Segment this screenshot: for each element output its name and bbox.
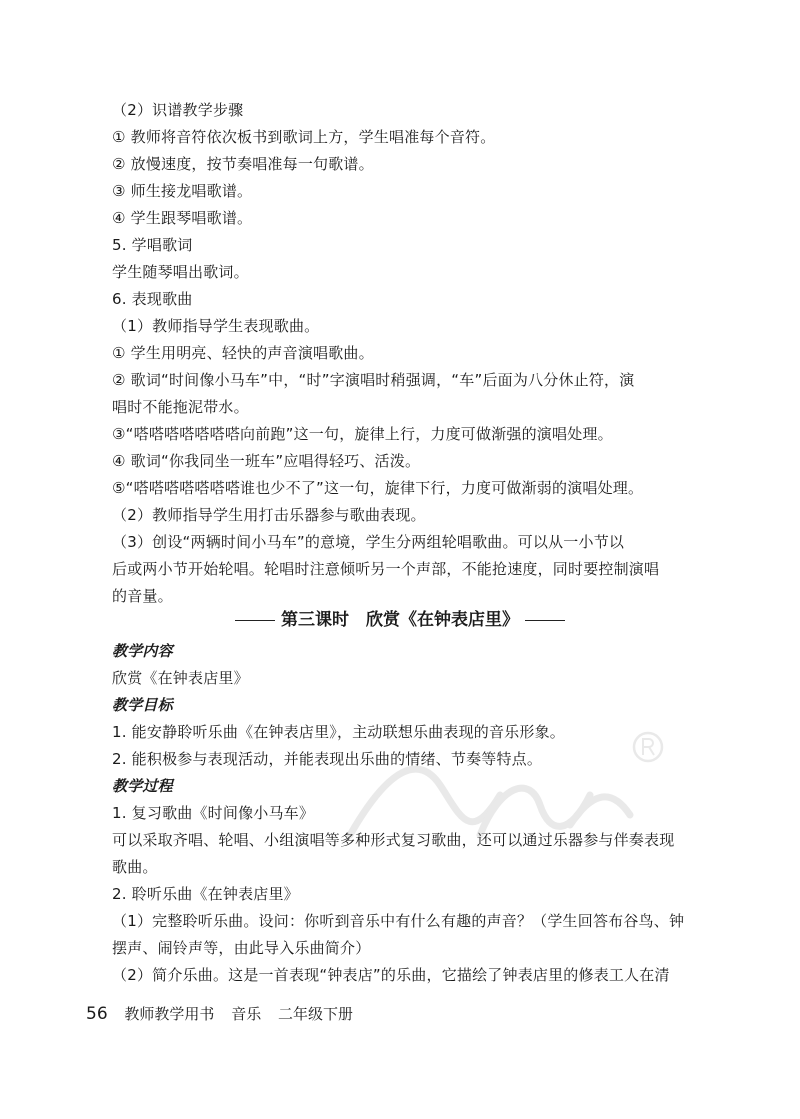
text-line: 摆声、闹铃声等，由此导入乐曲简介）	[112, 939, 371, 957]
text-line: （2）识谱教学步骤	[112, 101, 244, 119]
text-line: 2. 能积极参与表现活动，并能表现出乐曲的情绪、节奏等特点。	[112, 750, 543, 768]
text-line: 5. 学唱歌词	[112, 236, 193, 254]
page-footer	[86, 1003, 353, 1025]
text-line: 欣赏《在钟表店里》	[112, 669, 249, 687]
footer-book-title: 教师教学用书	[124, 1005, 215, 1023]
text-line: （1）完整聆听乐曲。设问：你听到音乐中有什么有趣的声音？（学生回答布谷鸟、钟	[112, 912, 685, 930]
heading-rule-right	[525, 620, 565, 621]
page-number: 56	[86, 1004, 108, 1024]
text-line: ① 教师将音符依次板书到歌词上方，学生唱准每个音符。	[112, 128, 496, 146]
section-heading	[0, 608, 800, 632]
text-line: 学生随琴唱出歌词。	[112, 263, 249, 281]
text-line: ③“嗒嗒嗒嗒嗒嗒嗒向前跑”这一句，旋律上行，力度可做渐强的演唱处理。	[112, 425, 613, 443]
text-line: ② 放慢速度，按节奏唱准每一句歌谱。	[112, 155, 374, 173]
text-line: ⑤“嗒嗒嗒嗒嗒嗒嗒谁也少不了”这一句，旋律下行，力度可做渐弱的演唱处理。	[112, 479, 644, 497]
text-line: 可以采取齐唱、轮唱、小组演唱等多种形式复习歌曲，还可以通过乐器参与伴奏表现	[112, 831, 675, 849]
text-line: 唱时不能拖泥带水。	[112, 398, 249, 416]
text-line: ③ 师生接龙唱歌谱。	[112, 182, 253, 200]
subheading: 教学过程	[112, 777, 173, 795]
heading-rule-left	[235, 620, 275, 621]
subheading: 教学目标	[112, 696, 173, 714]
publisher-watermark-logo	[330, 725, 670, 865]
text-line: （3）创设“两辆时间小马车”的意境，学生分两组轮唱歌曲。可以从一小节以	[112, 533, 625, 551]
text-line: （2）教师指导学生用打击乐器参与歌曲表现。	[112, 506, 426, 524]
text-line: 后或两小节开始轮唱。轮唱时注意倾听另一个声部，不能抢速度，同时要控制演唱	[112, 560, 660, 578]
text-line: 1. 复习歌曲《时间像小马车》	[112, 804, 315, 822]
section-title-text: 第三课时 欣赏《在钟表店里》	[281, 610, 519, 630]
footer-grade: 二年级下册	[278, 1005, 354, 1023]
text-line: ④ 学生跟琴唱歌谱。	[112, 209, 253, 227]
text-line: 歌曲。	[112, 858, 158, 876]
subheading: 教学内容	[112, 642, 173, 660]
text-line: （2）简介乐曲。这是一首表现“钟表店”的乐曲，它描绘了钟表店里的修表工人在清	[112, 966, 670, 984]
text-line: 1. 能安静聆听乐曲《在钟表店里》，主动联想乐曲表现的音乐形象。	[112, 723, 565, 741]
text-line: （1）教师指导学生表现歌曲。	[112, 317, 320, 335]
text-line: ① 学生用明亮、轻快的声音演唱歌曲。	[112, 344, 374, 362]
text-line: ④ 歌词“你我同坐一班车”应唱得轻巧、活泼。	[112, 452, 421, 470]
text-line: ② 歌词“时间像小马车”中，“时”字演唱时稍强调，“车”后面为八分休止符，演	[112, 371, 635, 389]
text-line: 的音量。	[112, 587, 173, 605]
footer-subject: 音乐	[231, 1005, 262, 1023]
text-line: 2. 聆听乐曲《在钟表店里》	[112, 885, 299, 903]
text-line: 6. 表现歌曲	[112, 290, 193, 308]
